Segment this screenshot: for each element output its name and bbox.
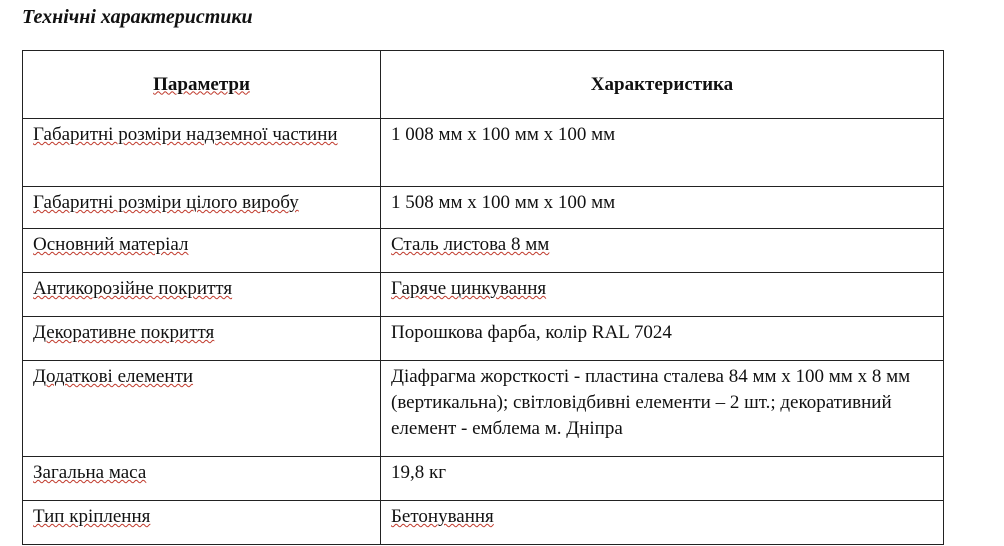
value-cell: Сталь листова 8 мм	[381, 229, 944, 273]
document-title: Технічні характеристики	[22, 6, 253, 28]
value-cell: 1 008 мм x 100 мм x 100 мм	[381, 119, 944, 187]
value-cell: Порошкова фарба, колір RAL 7024	[381, 317, 944, 361]
param-cell: Декоративне покриття	[23, 317, 381, 361]
table-row	[23, 187, 944, 229]
table-row	[23, 229, 944, 273]
table-row	[23, 457, 944, 501]
table-row	[23, 317, 944, 361]
table-header-row	[23, 51, 944, 119]
header-characteristic: Характеристика	[381, 51, 944, 119]
header-parameter: Параметри	[23, 51, 381, 119]
table-row	[23, 361, 944, 457]
spec-table	[22, 50, 944, 545]
value-cell: Гаряче цинкування	[381, 273, 944, 317]
param-cell: Габаритні розміри цілого виробу	[23, 187, 381, 229]
value-cell: 19,8 кг	[381, 457, 944, 501]
value-cell: 1 508 мм x 100 мм x 100 мм	[381, 187, 944, 229]
value-cell: Бетонування	[381, 501, 944, 545]
param-cell: Тип кріплення	[23, 501, 381, 545]
param-cell: Загальна маса	[23, 457, 381, 501]
table-row	[23, 273, 944, 317]
param-cell: Основний матеріал	[23, 229, 381, 273]
param-cell: Габаритні розміри надземної частини	[23, 119, 381, 187]
param-cell: Додаткові елементи	[23, 361, 381, 457]
param-cell: Антикорозійне покриття	[23, 273, 381, 317]
table-row	[23, 119, 944, 187]
value-cell: Діафрагма жорсткості - пластина сталева 84 мм x 100 мм x 8 мм (вертикальна); світловідбивні елементи – 2 шт.; декоративний елемент - емблема м. Дніпра	[381, 361, 944, 457]
table-row	[23, 501, 944, 545]
